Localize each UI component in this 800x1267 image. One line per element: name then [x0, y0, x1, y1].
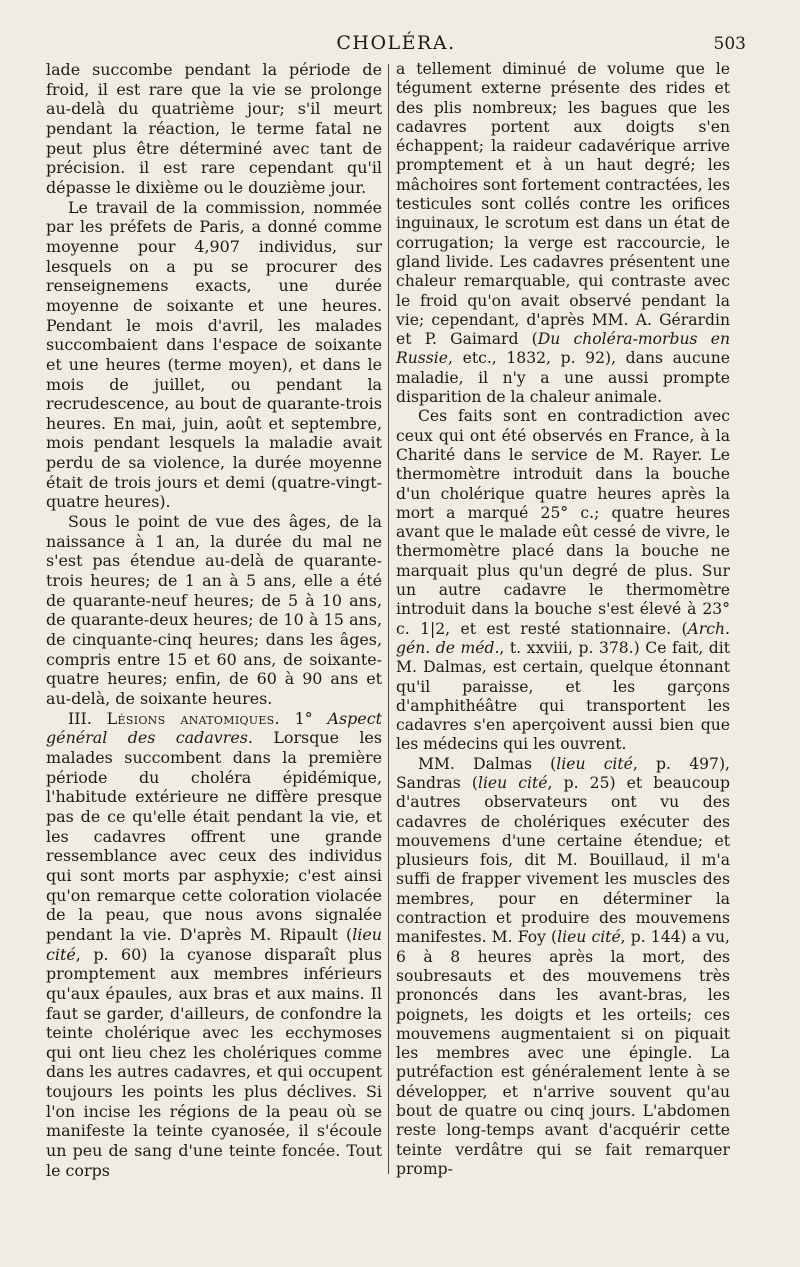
citation-italic: Du choléra-morbus en Russie — [396, 330, 731, 368]
citation-italic: lieu cité — [477, 773, 548, 792]
paragraph — [396, 755, 730, 1180]
section-heading: Lésions anatomiques. — [106, 708, 280, 728]
citation-italic: lieu cité — [46, 924, 382, 964]
paragraph-continued — [46, 60, 382, 198]
left-column — [46, 60, 382, 1180]
subsection-heading: Aspect général des cadavres. — [46, 708, 382, 748]
citation-italic: Arch. gén. de méd. — [396, 619, 730, 657]
paragraph-text: Ces faits sont en contradiction avec ceux qui ont été observés en France, à la Charité dans le service de M. Rayer. Le thermomètre introduit dans la bouche d'un cholérique quatre heures après la mort a marqué 25° c.; quatre heures avant que le malade eût cessé de vivre, le thermomètre placé dans la bouche ne marquait plus qu'un degré de plus. Sur un autre cadavre le thermomètre introduit dans la bouche s'est élevé à 23° c. 1|2, et est resté stationnaire. ( — [396, 407, 730, 638]
section-number: III. — [68, 708, 92, 728]
paragraph-text: MM. Dalmas ( — [418, 754, 557, 773]
paragraph — [46, 512, 382, 709]
page-number: 503 — [713, 34, 746, 54]
paragraph-text: lade succombe pendant la période de froid, il est rare que la vie se prolonge au-delà du quatrième jour; s'il meurt pendant la réaction, le terme fatal ne peut plus être déterminé avec tant de précision. il est rare cependant qu'il dépasse le dixième ou le douzième jour. — [46, 60, 382, 197]
right-column — [396, 60, 730, 1180]
running-header — [46, 30, 746, 58]
paragraph-text: Sous le point de vue des âges, de la naissance à 1 an, la durée du mal ne s'est pas étendue au-delà de quarante-trois heures; de 1 an à 5 ans, elle a été de quarante-neuf heures; de 5 à 10 ans, de quarante-deux heures; de 10 à 15 ans, de cinquante-cinq heures; dans les âges, compris entre 15 et 60 ans, de soixante-quatre heures; enfin, de 60 à 90 ans et au-delà, de soixante heures. — [46, 512, 382, 708]
paragraph-text: , p. 144) a vu, 6 à 8 heures après la mort, des soubresauts et des mouvemens très prononcés dans les avant-bras, les poignets, les doigts et les orteils; ces mouvemens augmentaient si on piquait les membres avec une épingle. La putréfaction est généralement lente à se développer, et n'arrive souvent qu'au bout de quatre ou cinq jours. L'abdomen reste long-temps avant d'acquérir cette teinte verdâtre qui se fait remarquer promp- — [396, 928, 730, 1178]
paragraph-text: a tellement diminué de volume que le tégument externe présente des rides et des plis nombreux; les bagues que les cadavres portent aux doigts s'en échappent; la raideur cadavérique arrive promptement et à un haut degré; les mâchoires sont fortement contractées, les testicules sont collés contre les orifices inguinaux, le scrotum est dans un état de corrugation; la verge est raccourcie, le gland livide. Les cadavres présentent une chaleur remarquable, qui contraste avec le froid qu'on avait observé pendant la vie; cependant, d'après MM. A. Gérardin et P. Gaimard ( — [396, 60, 730, 349]
column-divider — [388, 64, 389, 1174]
citation-italic: lieu cité — [556, 754, 633, 773]
paragraph-text: , p. 25) et beaucoup d'autres observateurs ont vu des cadavres de cholériques exécuter des mouvemens d'une certaine étendue; et plusieurs fois, dit M. Bouillaud, il m'a suffi de frapper vivement les muscles des membres, pour en déterminer la contraction et produire des mouvemens manifestes. M. Foy ( — [396, 773, 730, 947]
paragraph-text: , p. 60) la cyanose disparaît plus promptement aux membres inférieurs qu'aux épaules, aux bras et aux mains. Il faut se garder, d'ailleurs, de confondre la teinte cholérique avec les ecchymoses qui ont lieu chez les cholériques comme dans les autres cadavres, et qui occupent toujours les points les plus déclives. Si l'on incise les régions de la peau où se manifeste la teinte cyanosée, il s'écoule un peu de sang d'une teinte foncée. Tout le corps — [46, 944, 382, 1180]
paragraph-text: , t. xxviii, p. 378.) Ce fait, dit M. Dalmas, est certain, quelque étonnant qu'il paraisse, et les garçons d'amphithéâtre qui transportent les cadavres s'en aperçoivent aussi bien que les médecins qui les ouvrent. — [396, 638, 730, 754]
paragraph — [396, 407, 730, 754]
paragraph-text: , etc., 1832, p. 92), dans aucune maladie, il n'y a une aussi prompte disparition de la chaleur animale. — [396, 349, 730, 407]
subsection-number: 1° — [294, 708, 313, 728]
paragraph-continued — [396, 60, 730, 407]
running-title: CHOLÉRA. — [336, 32, 456, 54]
citation-italic: lieu cité — [557, 928, 621, 947]
paragraph-text: Lorsque les malades succombent dans la première période du choléra épidémique, l'habitude extérieure ne diffère presque pas de ce qu'elle était pendant la vie, et les cadavres offrent une grande ressemblance avec ceux des individus qui sont morts par asphyxie; c'est ainsi qu'on remarque cette coloration violacée de la peau, que nous avons signalée pendant la vie. D'après M. Ripault ( — [46, 728, 382, 944]
section-paragraph — [46, 709, 382, 1181]
paragraph-text: Le travail de la commission, nommée par les préfets de Paris, a donné comme moyenne pour 4,907 individus, sur lesquels on a pu se procurer des renseignemens exacts, une durée moyenne de soixante et une heures. Pendant le mois d'avril, les malades succombaient dans l'espace de soixante et une heures (terme moyen), et dans le mois de juillet, ou pendant la recrudescence, au bout de quarante-trois heures. En mai, juin, août et septembre, mois pendant lesquels la maladie avait perdu de sa violence, la durée moyenne était de trois jours et demi (quatre-vingt-quatre heures). — [46, 197, 382, 512]
paragraph — [46, 198, 382, 513]
paragraph-text: , p. 497), Sandras ( — [396, 754, 730, 792]
